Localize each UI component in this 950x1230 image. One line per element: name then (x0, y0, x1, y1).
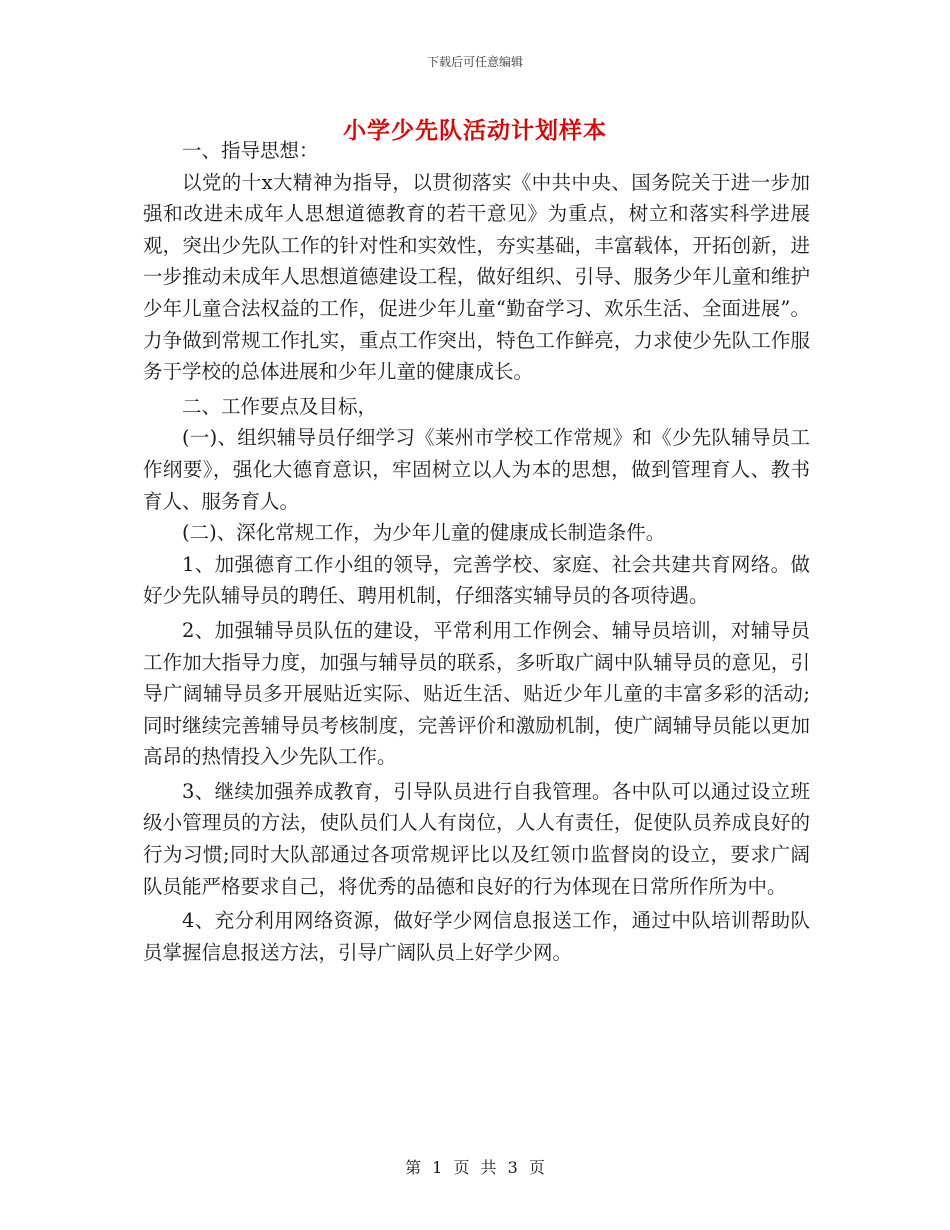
document-body (143, 135, 810, 968)
paragraph-point-2: 2、加强辅导员队伍的建设，平常利用工作例会、辅导员培训，对辅导员工作加大指导力度，加强与辅导员的联系，多听取广阔中队辅导员的意见，引导广阔辅导员多开展贴近实际、贴近生活、贴近少年儿童的丰富多彩的活动;同时继续完善辅导员考核制度，完善评价和激励机制，使广阔辅导员能以更加高昂的热情投入少先队工作。 (143, 618, 810, 769)
paragraph-point-1: 1、加强德育工作小组的领导，完善学校、家庭、社会共建共育网络。做好少先队辅导员的聘任、聘用机制，仔细落实辅导员的各项待遇。 (143, 552, 810, 608)
paragraph-point-4: 4、充分利用网络资源，做好学少网信息报送工作，通过中队培训帮助队员掌握信息报送方法，引导广阔队员上好学少网。 (143, 909, 810, 964)
section-heading-guiding-ideology: 一、指导思想： (182, 139, 319, 162)
paragraph-item-1: (一)、组织辅导员仔细学习《莱州市学校工作常规》和《少先队辅导员工作纲要》，强化大德育意识，牢固树立以人为本的思想，做到管理育人、教书育人、服务育人。 (143, 426, 810, 513)
paragraph-guiding-ideology: 以党的十x大精神为指导，以贯彻落实《中共中央、国务院关于进一步加强和改进未成年人思想道德教育的若干意见》为重点，树立和落实科学进展观，突出少先队工作的针对性和实效性，夯实基础，丰富载体，开拓创新，进一步推动未成年人思想道德建设工程，做好组织、引导、服务少年儿童和维护少年儿童合法权益的工作，促进少年儿童“勤奋学习、欢乐生活、全面进展”。力争做到常规工作扎实，重点工作突出，特色工作鲜亮，力求使少先队工作服务于学校的总体进展和少年儿童的健康成长。 (143, 170, 810, 384)
header-note: 下载后可任意编辑 (426, 55, 523, 69)
document-title: 小学少先队活动计划样本 (343, 118, 607, 144)
paragraph-point-3: 3、继续加强养成教育，引导队员进行自我管理。各中队可以通过设立班级小管理员的方法，使队员们人人有岗位，人人有责任，促使队员养成良好的行为习惯;同时大队部通过各项常规评比以及红领巾监督岗的设立，要求广阔队员能严格要求自己，将优秀的品德和良好的行为体现在日常所作所为中。 (143, 779, 810, 898)
paragraph-item-2: (二)、深化常规工作，为少年儿童的健康成长制造条件。 (182, 521, 666, 545)
page-footer: 第 1 页 共 3 页 (405, 1158, 545, 1177)
section-heading-work-points: 二、工作要点及目标， (182, 394, 378, 418)
